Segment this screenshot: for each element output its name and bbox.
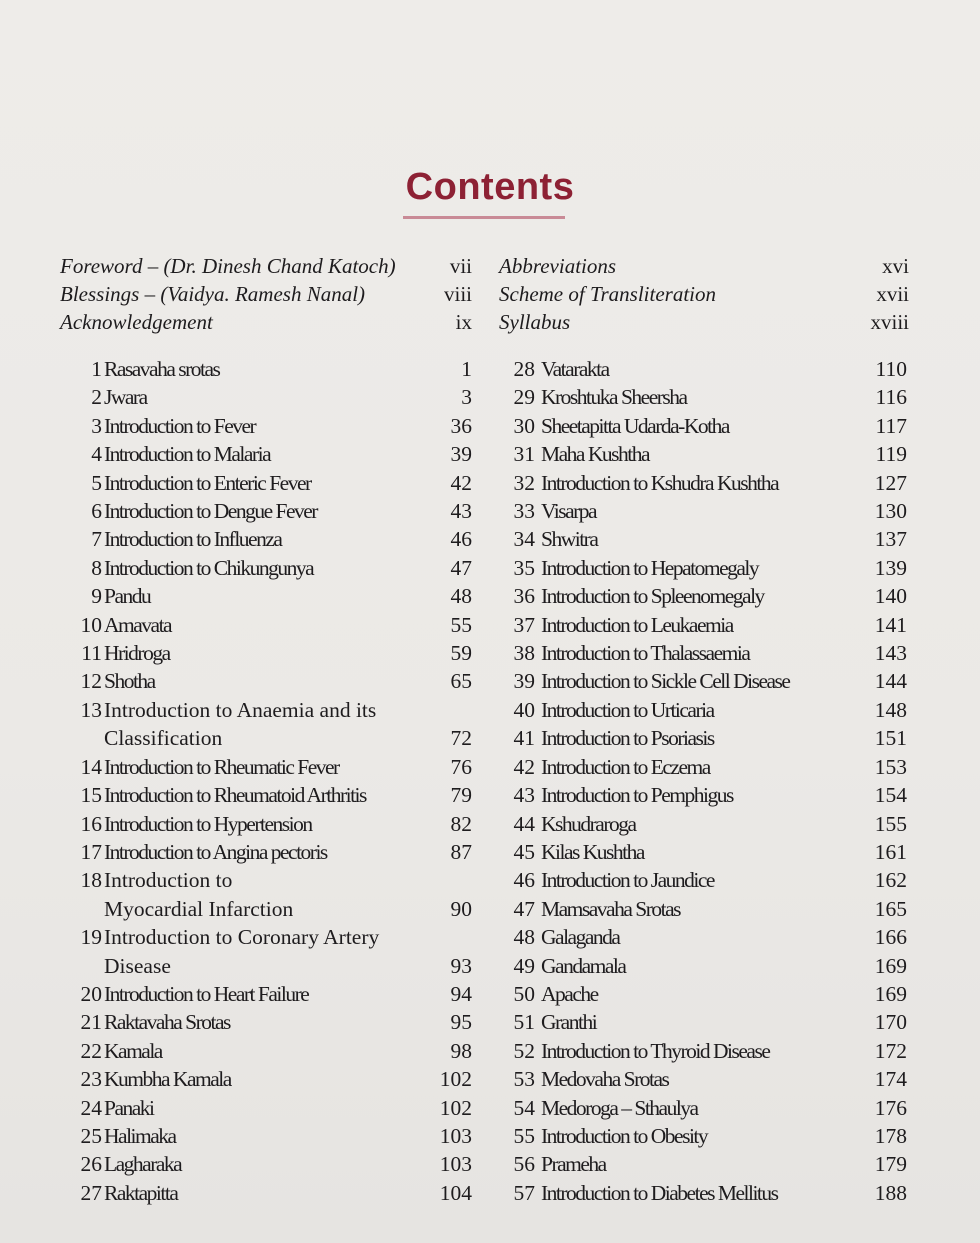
chapter-title: Kilas Kushtha [541, 839, 644, 864]
chapter-page: 141 [874, 612, 907, 637]
chapter-page: 161 [874, 839, 907, 864]
chapter-title: Introduction to Rheumatic Fever [104, 754, 339, 779]
chapter-page: 46 [450, 527, 472, 552]
chapter-number: 1 [91, 357, 102, 381]
front-matter-entry [499, 308, 909, 336]
chapter-number: 13 [80, 697, 102, 722]
chapter-title: Introduction to Eczema [541, 754, 710, 779]
chapter-entry [62, 611, 472, 639]
chapter-entry [499, 980, 907, 1008]
chapter-title: Introduction to Urticaria [541, 697, 714, 722]
chapter-page: 169 [874, 953, 907, 978]
chapter-number: 41 [513, 726, 535, 751]
chapter-page: 87 [450, 839, 472, 864]
chapter-entry [62, 1008, 472, 1036]
chapter-title: Kamala [104, 1038, 162, 1063]
chapter-entry [499, 1008, 907, 1036]
chapter-number: 24 [80, 1095, 102, 1120]
chapter-page: 130 [874, 499, 907, 524]
chapter-number: 53 [513, 1067, 535, 1092]
front-matter-entry [60, 280, 472, 308]
chapter-entry [62, 923, 472, 980]
chapter-entry [62, 753, 472, 781]
chapter-entry [499, 582, 907, 610]
chapter-title: Halimaka [104, 1123, 176, 1148]
chapter-page: 94 [450, 981, 472, 1006]
chapter-title: Amavata [104, 612, 172, 637]
chapter-number: 46 [513, 868, 535, 893]
front-matter-entry [499, 280, 909, 308]
front-matter-entry [60, 252, 472, 280]
chapter-page: 162 [874, 868, 907, 893]
chapter-title: Panaki [104, 1095, 154, 1120]
chapter-number: 47 [513, 896, 535, 921]
chapter-entry [499, 781, 907, 809]
chapter-number: 42 [513, 754, 535, 779]
chapter-title: Introduction to Kshudra Kushtha [541, 470, 779, 495]
front-matter-page: vii [449, 254, 472, 278]
chapter-title: Introduction to Influenza [104, 527, 282, 552]
chapter-entry [499, 838, 907, 866]
chapter-title: Introduction to Hypertension [104, 811, 312, 836]
chapter-entry [62, 696, 472, 753]
chapter-title: Vatarakta [541, 357, 609, 381]
chapter-entry [62, 781, 472, 809]
chapter-page: 169 [874, 981, 907, 1006]
chapter-title: Introduction to Obesity [541, 1123, 708, 1148]
chapter-page: 178 [874, 1123, 907, 1148]
chapter-page: 79 [450, 783, 472, 808]
chapter-page: 103 [439, 1152, 472, 1177]
chapter-page: 98 [450, 1038, 472, 1063]
chapter-title: Granthi [541, 1010, 597, 1035]
chapter-page: 176 [874, 1095, 907, 1120]
chapter-title: Introduction to Diabetes Mellitus [541, 1180, 778, 1205]
front-matter-page: ix [455, 310, 472, 334]
front-matter-label: Blessings – (Vaidya. Ramesh Nanal) [60, 282, 366, 306]
chapter-entry [62, 554, 472, 582]
chapter-page: 170 [874, 1010, 907, 1035]
chapter-entry [499, 440, 907, 468]
chapter-entry [62, 1065, 472, 1093]
front-matter-entry [499, 252, 909, 280]
chapter-number: 5 [91, 470, 102, 495]
chapter-number: 3 [91, 413, 102, 438]
front-matter-page: xviii [870, 310, 909, 334]
chapter-title: Introduction to Chikungunya [104, 555, 314, 580]
chapter-entry [62, 1094, 472, 1122]
chapter-entry [499, 383, 907, 411]
chapter-title: Introduction to Thyroid Disease [541, 1038, 770, 1063]
chapter-entry [499, 639, 907, 667]
chapter-page: 104 [439, 1180, 472, 1205]
chapter-entry [499, 696, 907, 724]
chapter-entry [62, 412, 472, 440]
chapter-number: 15 [80, 783, 102, 808]
chapter-title: Raktapitta [104, 1180, 178, 1205]
chapter-title: Mamsavaha Srotas [541, 896, 681, 921]
chapter-list-right [499, 355, 907, 1207]
chapter-entry [499, 412, 907, 440]
chapter-title: Visarpa [541, 499, 597, 524]
chapter-title: Shwitra [541, 527, 598, 552]
chapter-page: 3 [461, 385, 472, 410]
chapter-number: 57 [513, 1180, 535, 1205]
chapter-page: 166 [874, 925, 907, 950]
chapter-page: 143 [874, 641, 907, 666]
chapter-title: Introduction to Enteric Fever [104, 470, 311, 495]
chapter-number: 26 [80, 1152, 102, 1177]
chapter-title: Introduction to Pemphigus [541, 783, 733, 808]
chapter-entry [62, 355, 472, 383]
chapter-page: 148 [874, 697, 907, 722]
chapter-entry [499, 952, 907, 980]
chapter-page: 165 [874, 896, 907, 921]
front-matter-right [499, 252, 909, 336]
front-matter-page: viii [443, 282, 472, 306]
chapter-title: Introduction to Psoriasis [541, 726, 714, 751]
chapter-page: 102 [439, 1095, 472, 1120]
chapter-title: Introduction to Coronary Artery Disease [104, 925, 380, 978]
chapter-title: Introduction to Leukaemia [541, 612, 733, 637]
chapter-number: 4 [91, 442, 102, 467]
chapter-entry [499, 469, 907, 497]
chapter-page: 95 [450, 1010, 472, 1035]
chapter-page: 153 [874, 754, 907, 779]
chapter-page: 172 [874, 1038, 907, 1063]
chapter-number: 34 [513, 527, 535, 552]
chapter-page: 72 [450, 726, 472, 751]
chapter-title: Kumbha Kamala [104, 1067, 231, 1092]
chapter-page: 151 [874, 726, 907, 751]
chapter-entry [62, 1150, 472, 1178]
chapter-entry [62, 667, 472, 695]
chapter-number: 11 [81, 641, 102, 666]
chapter-number: 55 [513, 1123, 535, 1148]
chapter-number: 32 [513, 470, 535, 495]
chapter-page: 188 [874, 1180, 907, 1205]
chapter-entry [62, 980, 472, 1008]
chapter-number: 10 [80, 612, 102, 637]
chapter-number: 14 [80, 754, 102, 779]
chapter-page: 48 [450, 584, 472, 609]
chapter-title: Medoroga – Sthaulya [541, 1095, 698, 1120]
chapter-title: Galaganda [541, 925, 620, 950]
chapter-number: 19 [80, 925, 102, 950]
chapter-title: Introduction to Thalassaemia [541, 641, 750, 666]
chapter-entry [499, 611, 907, 639]
chapter-entry [62, 582, 472, 610]
chapter-page: 47 [450, 555, 472, 580]
chapter-entry [499, 866, 907, 894]
chapter-number: 25 [80, 1123, 102, 1148]
chapter-title: Introduction to Hepatomegaly [541, 555, 759, 580]
chapter-title: Sheetapitta Udarda-Kotha [541, 413, 729, 438]
chapter-entry [499, 497, 907, 525]
chapter-title: Lagharaka [104, 1152, 182, 1177]
chapter-title: Introduction to Malaria [104, 442, 271, 467]
front-matter-label: Syllabus [499, 310, 571, 334]
chapter-title: Raktavaha Srotas [104, 1010, 230, 1035]
chapter-page: 140 [874, 584, 907, 609]
chapter-title: Apache [541, 981, 598, 1006]
chapter-number: 49 [513, 953, 535, 978]
chapter-number: 27 [80, 1180, 102, 1205]
chapter-page: 65 [450, 669, 472, 694]
chapter-number: 50 [513, 981, 535, 1006]
chapter-page: 102 [439, 1067, 472, 1092]
chapter-page: 137 [874, 527, 907, 552]
chapter-title: Introduction to Angina pectoris [104, 839, 327, 864]
chapter-entry [62, 1037, 472, 1065]
chapter-entry [499, 1179, 907, 1207]
chapter-number: 6 [91, 499, 102, 524]
chapter-entry [62, 1179, 472, 1207]
chapter-entry [62, 440, 472, 468]
front-matter-left [60, 252, 472, 336]
chapter-number: 45 [513, 839, 535, 864]
chapter-number: 31 [513, 442, 535, 467]
chapter-page: 154 [874, 783, 907, 808]
chapter-page: 1 [461, 357, 472, 381]
chapter-title: Jwara [104, 385, 147, 410]
chapter-number: 22 [80, 1038, 102, 1063]
chapter-page: 82 [450, 811, 472, 836]
chapter-entry [499, 554, 907, 582]
chapter-page: 127 [874, 470, 907, 495]
chapter-number: 9 [91, 584, 102, 609]
chapter-title: Introduction to Anaemia and its Classification [104, 697, 377, 751]
front-matter-label: Abbreviations [499, 254, 617, 278]
chapter-title: Introduction to Sickle Cell Disease [541, 669, 790, 694]
chapter-entry [499, 1037, 907, 1065]
front-matter-label: Acknowledgement [60, 310, 213, 334]
chapter-title: Introduction to Heart Failure [104, 981, 309, 1006]
chapter-number: 30 [513, 413, 535, 438]
chapter-number: 28 [513, 357, 535, 381]
chapter-number: 54 [513, 1095, 535, 1120]
chapter-number: 8 [91, 555, 102, 580]
chapter-page: 90 [450, 896, 472, 921]
chapter-title: Maha Kushtha [541, 442, 649, 467]
chapter-entry [499, 923, 907, 951]
chapter-title: Introduction to Myocardial Infarction [104, 868, 294, 921]
chapter-number: 35 [513, 555, 535, 580]
chapter-number: 40 [513, 697, 535, 722]
chapter-number: 18 [80, 868, 102, 893]
chapter-entry [62, 497, 472, 525]
chapter-title: Gandamala [541, 953, 626, 978]
chapter-number: 43 [513, 783, 535, 808]
chapter-list-left [62, 355, 472, 1207]
title-underline [403, 216, 565, 219]
chapter-entry [499, 1122, 907, 1150]
front-matter-page: xvi [882, 254, 909, 278]
chapter-title: Introduction to Rheumatoid Arthritis [104, 783, 366, 808]
chapter-entry [62, 469, 472, 497]
chapter-number: 51 [513, 1010, 535, 1035]
chapter-title: Prameha [541, 1152, 606, 1177]
chapter-number: 17 [80, 839, 102, 864]
chapter-page: 119 [875, 442, 907, 467]
front-matter-label: Scheme of Transliteration [499, 282, 716, 306]
chapter-page: 103 [439, 1123, 472, 1148]
chapter-entry [499, 753, 907, 781]
chapter-page: 59 [450, 641, 472, 666]
chapter-number: 56 [513, 1152, 535, 1177]
chapter-number: 23 [80, 1067, 102, 1092]
chapter-page: 36 [450, 413, 472, 438]
chapter-number: 37 [513, 612, 535, 637]
chapter-page: 179 [874, 1152, 907, 1177]
chapter-number: 36 [513, 584, 535, 609]
chapter-page: 43 [450, 499, 472, 524]
chapter-entry [499, 724, 907, 752]
chapter-entry [62, 838, 472, 866]
chapter-number: 52 [513, 1038, 535, 1063]
chapter-number: 33 [513, 499, 535, 524]
chapter-title: Introduction to Dengue Fever [104, 499, 317, 524]
chapter-number: 16 [80, 811, 102, 836]
chapter-number: 44 [513, 811, 535, 836]
chapter-page: 174 [874, 1067, 907, 1092]
front-matter-page: xvii [876, 282, 909, 306]
chapter-page: 93 [450, 953, 472, 978]
chapter-number: 12 [80, 669, 102, 694]
chapter-entry [499, 895, 907, 923]
chapter-page: 139 [874, 555, 907, 580]
chapter-title: Introduction to Jaundice [541, 868, 714, 893]
chapter-entry [62, 639, 472, 667]
chapter-page: 55 [450, 612, 472, 637]
chapter-title: Introduction to Fever [104, 413, 256, 438]
chapter-number: 48 [513, 925, 535, 950]
chapter-number: 39 [513, 669, 535, 694]
page-title: Contents [405, 166, 575, 208]
chapter-number: 21 [80, 1010, 102, 1035]
chapter-entry [499, 667, 907, 695]
chapter-entry [499, 1094, 907, 1122]
chapter-entry [499, 355, 907, 383]
chapter-page: 39 [450, 442, 472, 467]
chapter-page: 42 [450, 470, 472, 495]
front-matter-entry [60, 308, 472, 336]
chapter-page: 144 [874, 669, 907, 694]
chapter-entry [62, 525, 472, 553]
chapter-title: Pandu [104, 584, 151, 609]
chapter-number: 29 [513, 385, 535, 410]
chapter-title: Medovaha Srotas [541, 1067, 669, 1092]
chapter-title: Kshudraroga [541, 811, 636, 836]
chapter-entry [62, 383, 472, 411]
chapter-entry [62, 810, 472, 838]
chapter-number: 38 [513, 641, 535, 666]
chapter-entry [499, 810, 907, 838]
chapter-entry [62, 1122, 472, 1150]
chapter-page: 76 [450, 754, 472, 779]
chapter-number: 20 [80, 981, 102, 1006]
chapter-entry [499, 525, 907, 553]
chapter-title: Introduction to Spleenomegaly [541, 584, 764, 609]
chapter-number: 2 [91, 385, 102, 410]
chapter-title: Kroshtuka Sheersha [541, 385, 687, 410]
chapter-entry [499, 1065, 907, 1093]
chapter-number: 7 [91, 527, 102, 552]
front-matter-label: Foreword – (Dr. Dinesh Chand Katoch) [60, 254, 396, 278]
chapter-title: Shotha [104, 669, 155, 694]
chapter-entry [499, 1150, 907, 1178]
chapter-entry [62, 866, 472, 923]
chapter-page: 110 [875, 357, 907, 381]
chapter-title: Hridroga [104, 641, 170, 666]
chapter-title: Rasavaha srotas [104, 357, 220, 381]
chapter-page: 117 [875, 413, 907, 438]
chapter-page: 116 [875, 385, 907, 410]
chapter-page: 155 [874, 811, 907, 836]
